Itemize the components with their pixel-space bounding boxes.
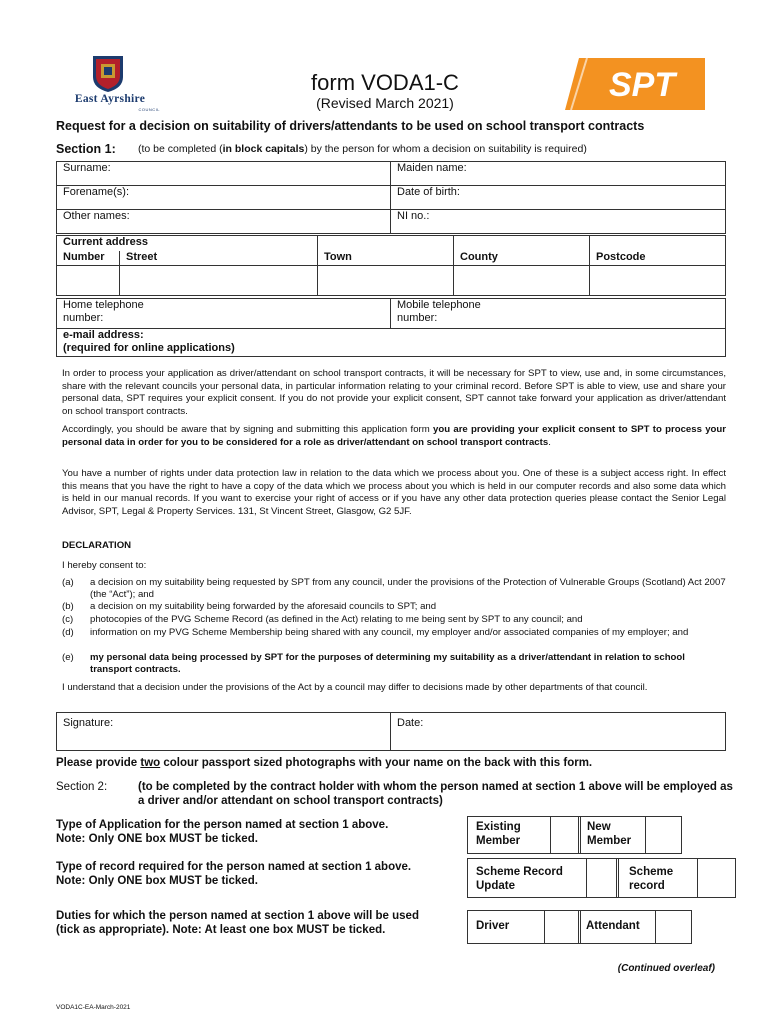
- date-field[interactable]: Date:: [391, 713, 726, 751]
- record-type-question: Type of record required for the person named at section 1 above. Note: Only ONE box MUST be ticked.: [56, 861, 412, 887]
- continued-overleaf: (Continued overleaf): [617, 963, 715, 974]
- section1-note: (to be completed (in block capitals) by the person for whom a decision on suitability is required): [138, 143, 587, 155]
- ni-number-field[interactable]: NI no.:: [391, 210, 726, 234]
- driver-checkbox[interactable]: [544, 911, 581, 943]
- attendant-checkbox[interactable]: [655, 911, 692, 943]
- personal-details-table: [56, 161, 726, 234]
- scheme-record-label: Scheme record: [629, 866, 674, 892]
- duties-question: Duties for which the person named at section 1 above will be used (tick as appropriate). Note: At least one box MUST be ticked.: [56, 910, 419, 936]
- request-heading: Request for a decision on suitability of drivers/attendants to be used on school transport contracts: [56, 119, 645, 133]
- scheme-record-update-option: [467, 858, 619, 898]
- current-address-label: Current address: [57, 236, 318, 251]
- town-input[interactable]: [318, 266, 454, 296]
- explicit-consent-paragraph: Accordingly, you should be aware that by signing and submitting this application form you are providing your explicit consent to SPT to process your personal data in order for you to be considered for a role as driver/attendant on school transport contracts.: [62, 424, 726, 448]
- signature-field[interactable]: Signature:: [57, 713, 391, 751]
- street-label: Street: [120, 251, 318, 266]
- section2-label: Section 2:: [56, 781, 108, 793]
- east-ayrshire-council: COUNCIL: [138, 107, 160, 112]
- spt-logo-text: SPT: [609, 66, 676, 104]
- maiden-name-field[interactable]: Maiden name:: [391, 162, 726, 186]
- mobile-telephone-field[interactable]: Mobile telephone number:: [391, 299, 726, 329]
- consent-paragraph: In order to process your application as driver/attendant on school transport contracts, it will be necessary for SPT to view, use and, in some circumstances, share with the relevant councils your personal data, in particular information relating to your criminal record. Before SPT is able to view, use and share your personal data, SPT requires your explicit consent. If you do not provide your explicit consent, SPT cannot take forward your application as driver/attendant on school transport contracts.: [62, 368, 726, 417]
- county-label: County: [454, 251, 590, 266]
- existing-member-option: [467, 816, 581, 854]
- form-subtitle: (Revised March 2021): [316, 95, 454, 111]
- section2-note: (to be completed by the contract holder with whom the person named at section 1 above will be employed as a driver and/or attendant on school transport contracts): [138, 781, 733, 807]
- form-title: form VODA1-C: [311, 70, 459, 95]
- forenames-field[interactable]: Forename(s):: [57, 186, 391, 210]
- existing-member-label: Existing Member: [476, 821, 521, 847]
- attendant-label: Attendant: [586, 920, 640, 932]
- street-input[interactable]: [120, 266, 318, 296]
- signature-table: [56, 712, 726, 751]
- new-member-checkbox[interactable]: [645, 817, 682, 853]
- rights-paragraph: You have a number of rights under data protection law in relation to the data which we process about you. One of these is a subject access right. In effect this means that you have the right to have a copy of the data which we process about you which is held in our computer records and also some data which is held in our manual records. If you want to exercise your right of access or if you have any other data protection queries please contact the Senior Legal Advisor, SPT, Legal & Property Services. 131, St Vincent Street, Glasgow, G2 5JF.: [62, 468, 726, 517]
- scheme-record-option: [616, 858, 736, 898]
- county-input[interactable]: [454, 266, 590, 296]
- contact-table: [56, 298, 726, 357]
- scheme-record-update-checkbox[interactable]: [586, 859, 619, 897]
- town-label: Town: [318, 251, 454, 266]
- photo-instruction: Please provide two colour passport sized photographs with your name on the back with this form.: [56, 757, 593, 769]
- spt-logo: [565, 58, 705, 110]
- declaration-heading: DECLARATION: [62, 540, 132, 551]
- understand-paragraph: I understand that a decision under the provisions of the Act by a council may differ to decisions made by other departments of that council.: [62, 682, 648, 693]
- section1-label: Section 1:: [56, 142, 116, 156]
- postcode-input[interactable]: [590, 266, 726, 296]
- other-names-field[interactable]: Other names:: [57, 210, 391, 234]
- scheme-record-checkbox[interactable]: [697, 859, 736, 897]
- east-ayrshire-name: East Ayrshire: [74, 93, 146, 105]
- new-member-option: [578, 816, 682, 854]
- attendant-option: [578, 910, 692, 944]
- existing-member-checkbox[interactable]: [550, 817, 581, 853]
- declaration-intro: I hereby consent to:: [62, 560, 147, 571]
- new-member-label: New Member: [587, 821, 632, 847]
- number-label: Number: [57, 251, 120, 266]
- number-input[interactable]: [57, 266, 120, 296]
- driver-label: Driver: [476, 920, 510, 932]
- surname-field[interactable]: Surname:: [57, 162, 391, 186]
- application-type-question: Type of Application for the person named at section 1 above. Note: Only ONE box MUST be ticked.: [56, 819, 389, 845]
- email-field[interactable]: e-mail address: (required for online applications): [57, 329, 726, 357]
- address-table: [56, 235, 726, 296]
- postcode-label: Postcode: [590, 251, 726, 266]
- footer-reference: VODA1C-EA-March-2021: [56, 1004, 131, 1011]
- home-telephone-field[interactable]: Home telephone number:: [57, 299, 391, 329]
- date-of-birth-field[interactable]: Date of birth:: [391, 186, 726, 210]
- driver-option: [467, 910, 581, 944]
- scheme-record-update-label: Scheme Record Update: [476, 866, 563, 892]
